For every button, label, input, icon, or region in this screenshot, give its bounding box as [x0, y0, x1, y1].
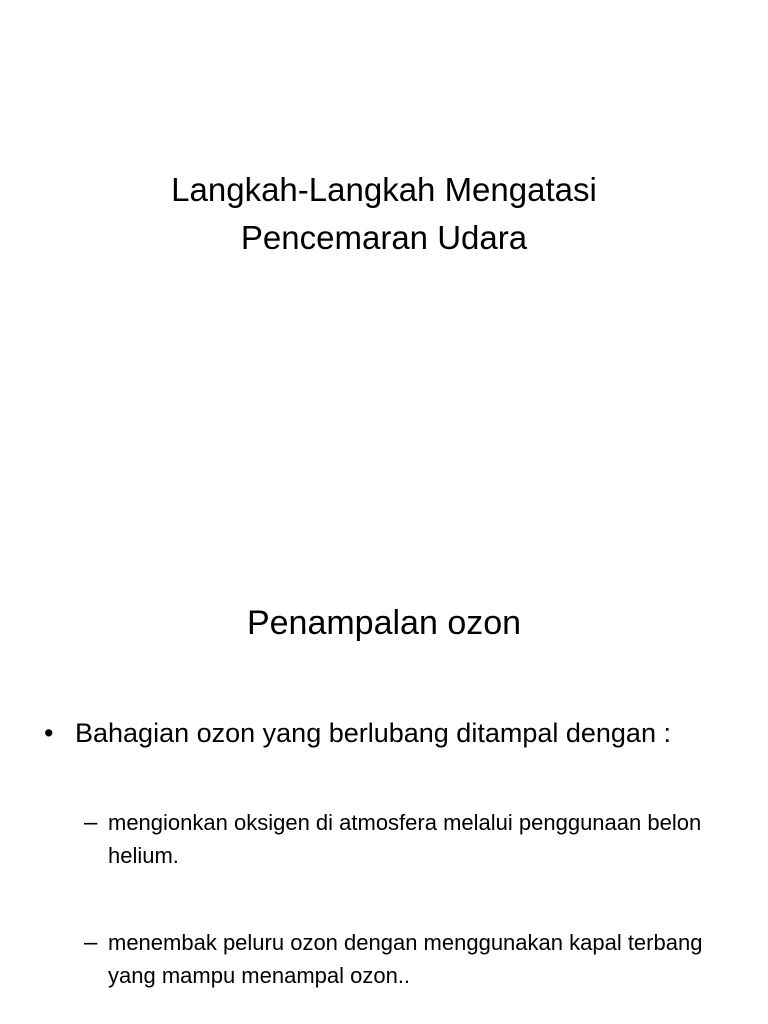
bullet-item [44, 715, 744, 751]
slide-title [0, 166, 768, 262]
dash-icon: – [84, 929, 98, 956]
slide-title-line-2: Pencemaran Udara [240, 219, 528, 256]
content-slide-title: Penampalan ozon [246, 604, 522, 642]
sub-bullet-item [84, 926, 724, 992]
content-slide [0, 512, 768, 1024]
sub-bullet-text: mengionkan oksigen di atmosfera melalui penggunaan belon helium. [108, 810, 702, 868]
slide-title-line-1: Langkah-Langkah Mengatasi [171, 171, 597, 208]
bullet-dot-icon: • [44, 718, 54, 748]
bullet-text: Bahagian ozon yang berlubang ditampal dengan : [75, 718, 671, 748]
dash-icon: – [84, 809, 98, 836]
sub-bullet-text: menembak peluru ozon dengan menggunakan kapal terbang yang mampu menampal ozon.. [108, 930, 703, 988]
sub-bullet-item [84, 806, 724, 872]
